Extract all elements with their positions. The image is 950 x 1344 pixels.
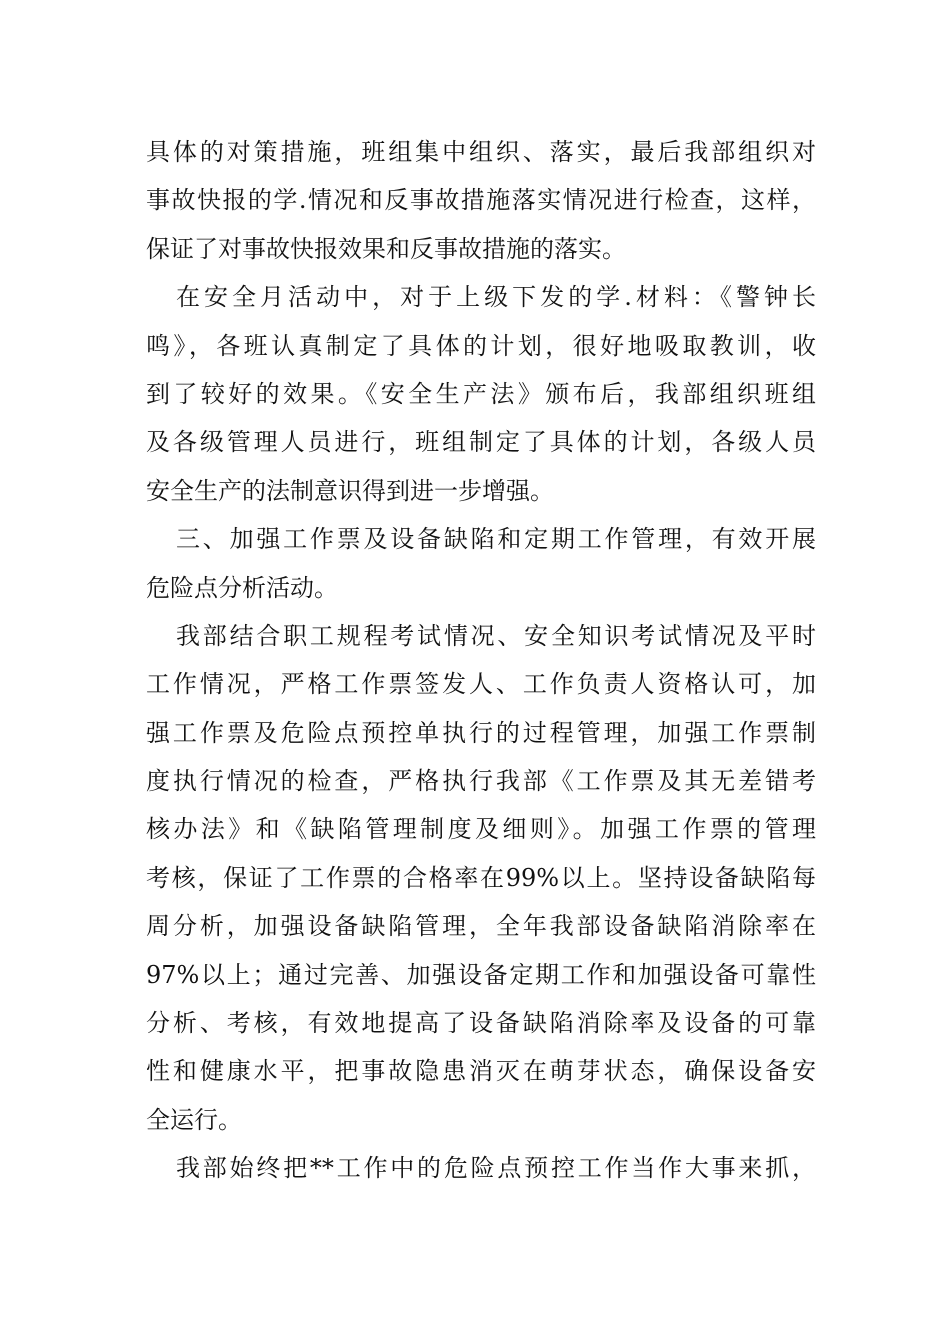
text-line: 度执行情况的检查，严格执行我部《工作票及其无差错考 bbox=[146, 767, 816, 796]
text-line: 具体的对策措施，班组集中组织、落实，最后我部组织对 bbox=[146, 138, 816, 166]
text-line: 在安全月活动中，对于上级下发的学.材料：《警钟长 bbox=[176, 283, 816, 312]
text-line: 强工作票及危险点预控单执行的过程管理，加强工作票制 bbox=[146, 718, 816, 747]
document-body bbox=[146, 128, 816, 1193]
text-line: 保证了对事故快报效果和反事故措施的落实。 bbox=[146, 234, 626, 263]
text-line: 97%以上；通过完善、加强设备定期工作和加强设备可靠性 bbox=[146, 960, 816, 989]
text-line: 事故快报的学.情况和反事故措施落实情况进行检查，这样， bbox=[146, 186, 816, 215]
text-line: 鸣》，各班认真制定了具体的计划，很好地吸取教训，收 bbox=[146, 331, 816, 360]
section-heading: 三、加强工作票及设备缺陷和定期工作管理，有效开展 bbox=[176, 525, 816, 554]
text-line: 我部始终把**工作中的危险点预控工作当作大事来抓， bbox=[176, 1154, 816, 1183]
text-line: 考核，保证了工作票的合格率在99%以上。坚持设备缺陷每 bbox=[146, 863, 816, 892]
text-line: 工作情况，严格工作票签发人、工作负责人资格认可，加 bbox=[146, 670, 816, 699]
text-line: 周分析，加强设备缺陷管理，全年我部设备缺陷消除率在 bbox=[146, 912, 816, 941]
text-line: 性和健康水平，把事故隐患消灭在萌芽状态，确保设备安 bbox=[146, 1057, 816, 1086]
text-line: 分析、考核，有效地提高了设备缺陷消除率及设备的可靠 bbox=[146, 1009, 816, 1038]
text-line: 核办法》和《缺陷管理制度及细则》。加强工作票的管理 bbox=[146, 815, 816, 844]
text-line: 安全生产的法制意识得到进一步增强。 bbox=[146, 476, 554, 505]
text-line: 我部结合职工规程考试情况、安全知识考试情况及平时 bbox=[176, 621, 816, 650]
text-line: 及各级管理人员进行，班组制定了具体的计划，各级人员 bbox=[146, 428, 816, 457]
text-line: 全运行。 bbox=[146, 1105, 242, 1134]
section-heading: 危险点分析活动。 bbox=[146, 573, 338, 602]
text-line: 到了较好的效果。《安全生产法》颁布后，我部组织班组 bbox=[146, 379, 816, 408]
